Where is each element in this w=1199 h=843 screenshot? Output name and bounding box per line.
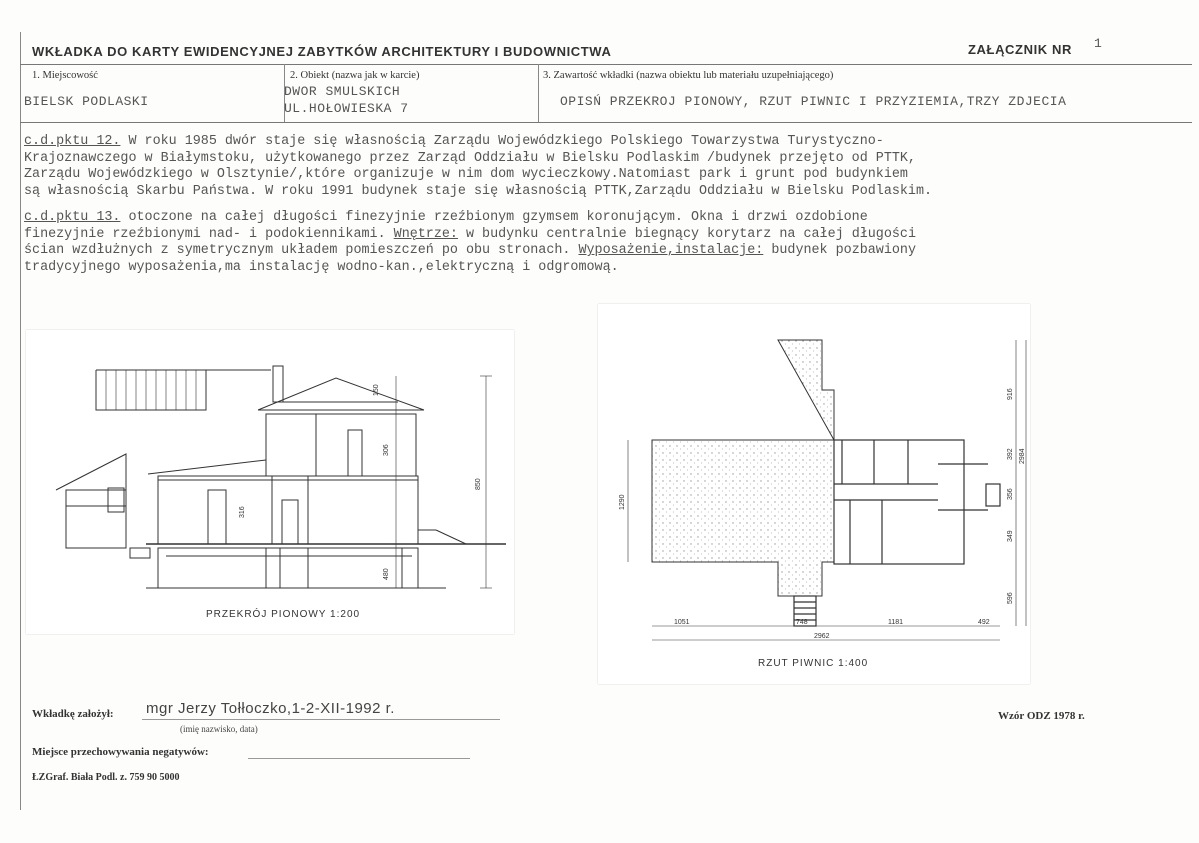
locality-label: 1. Miejscowość: [32, 70, 98, 81]
plan-dim-bottom-3: 492: [978, 619, 990, 626]
ref-12: c.d.pktu 12.: [24, 134, 121, 149]
plan-dim-right-4: 596: [1007, 592, 1014, 604]
plan-dim-left: 1290: [619, 494, 626, 510]
paragraph-13: [24, 210, 1184, 276]
rule-top: [20, 64, 1192, 65]
section-drawing-photo: [26, 330, 514, 634]
author-label: Wkładkę założył:: [32, 708, 114, 720]
section-dim-0: 150: [373, 384, 380, 396]
author-value: mgr Jerzy Tołłoczko,1-2-XII-1992 r.: [146, 700, 395, 717]
plan-drawing: [598, 304, 1030, 684]
contents-value: OPISŃ PRZEKROJ PIONOWY, RZUT PIWNIC I PRZYZIEMIA,TRZY ZDJECIA: [560, 94, 1067, 109]
card-title: WKŁADKA DO KARTY EWIDENCYJNEJ ZABYTKÓW ARCHITEKTURY I BUDOWNICTWA: [32, 44, 612, 59]
p1-line-4: są własnością Skarbu Państwa. W roku 1991 budynek staje się własnością PTTK,Zarządu Oddziału w Bielsku Podlaskim.: [24, 183, 933, 199]
ref-13: c.d.pktu 13.: [24, 210, 121, 225]
plan-drawing-photo: [598, 304, 1030, 684]
section-dim-3: 480: [383, 568, 390, 580]
contents-label: 3. Zawartość wkładki (nazwa obiektu lub materiału uzupełniającego): [543, 70, 834, 81]
model-label: Wzór ODZ 1978 r.: [998, 710, 1085, 722]
plan-dim-right-1: 392: [1007, 448, 1014, 460]
plan-unexcavated: [652, 340, 834, 596]
plan-dim-right-2: 356: [1007, 488, 1014, 500]
p2-line-3a: ścian wzdłużnych z symetrycznym układem pomieszczeń po obu stronach.: [24, 243, 579, 259]
author-hint: (imię nazwisko, data): [180, 724, 258, 734]
paragraph-12: [24, 134, 1184, 200]
p2-line-2b: w budynku centralnie biegnący korytarz na całej długości: [457, 226, 916, 242]
p2-line-2a: finezyjnie rzeźbionymi nad- i podokiennikami.: [24, 226, 394, 242]
plan-dim-right-0: 916: [1007, 388, 1014, 400]
p2-line-4: tradycyjnego wyposażenia,ma instalację wodno-kan.,elektryczną i odgromową.: [24, 259, 619, 275]
section-dim-4: 850: [475, 478, 482, 490]
p2-line-3b: budynek pozbawiony: [763, 243, 916, 259]
section-drawing: [26, 330, 514, 634]
author-line: [142, 719, 500, 720]
plan-total-bottom: 2962: [814, 633, 830, 640]
p2-line-1: otoczone na całej długości finezyjnie rzeźbionym gzymsem koronującym. Okna i drzwi ozdobione: [120, 210, 868, 225]
plan-dim-bottom-1: 748: [796, 619, 808, 626]
section-dim-2: 316: [239, 506, 246, 518]
locality-value: BIELSK PODLASKI: [24, 94, 149, 109]
p1-line-2: Krajoznawczego w Białymstoku, użytkowanego przez Zarząd Oddziału w Bielsku Podlaskim /budynek przejęto od PTTK,: [24, 150, 916, 166]
object-label: 2. Obiekt (nazwa jak w karcie): [290, 70, 420, 81]
plan-caption: RZUT PIWNIC 1:400: [758, 658, 869, 669]
divider-2: [538, 64, 539, 122]
negatives-label: Miejsce przechowywania negatywów:: [32, 746, 209, 758]
annex-number: 1: [1094, 36, 1103, 51]
object-value-2: UL.HOŁOWIESKA 7: [284, 101, 409, 116]
negatives-line: [248, 758, 470, 759]
annex-label-text: ZAŁĄCZNIK NR: [968, 42, 1072, 57]
p1-line-3: Zarządu Wojewódzkiego w Olsztynie/,które organizuje w nim dom wycieczkowy.Natomiast park i grunt pod budynkiem: [24, 167, 908, 183]
ref-interior: Wnętrze:: [393, 226, 458, 242]
plan-total-right: 2984: [1019, 448, 1026, 464]
ref-equipment: Wyposażenie,instalacje:: [578, 243, 764, 259]
rule-fields: [20, 122, 1192, 123]
plan-dim-bottom-2: 1181: [888, 619, 904, 626]
object-value-1: DWOR SMULSKICH: [284, 84, 401, 99]
plan-dim-right-3: 349: [1007, 530, 1014, 542]
print-info: ŁZGraf. Biała Podl. z. 759 90 5000: [32, 772, 180, 783]
p1-line-1: W roku 1985 dwór staje się własnością Zarządu Wojewódzkiego Polskiego Towarzystwa Turystyczno-: [120, 134, 884, 149]
section-caption: PRZEKRÓJ PIONOWY 1:200: [206, 609, 361, 620]
section-dim-1: 306: [383, 444, 390, 456]
plan-dim-bottom-0: 1051: [674, 619, 690, 626]
annex-label: [968, 36, 1103, 57]
